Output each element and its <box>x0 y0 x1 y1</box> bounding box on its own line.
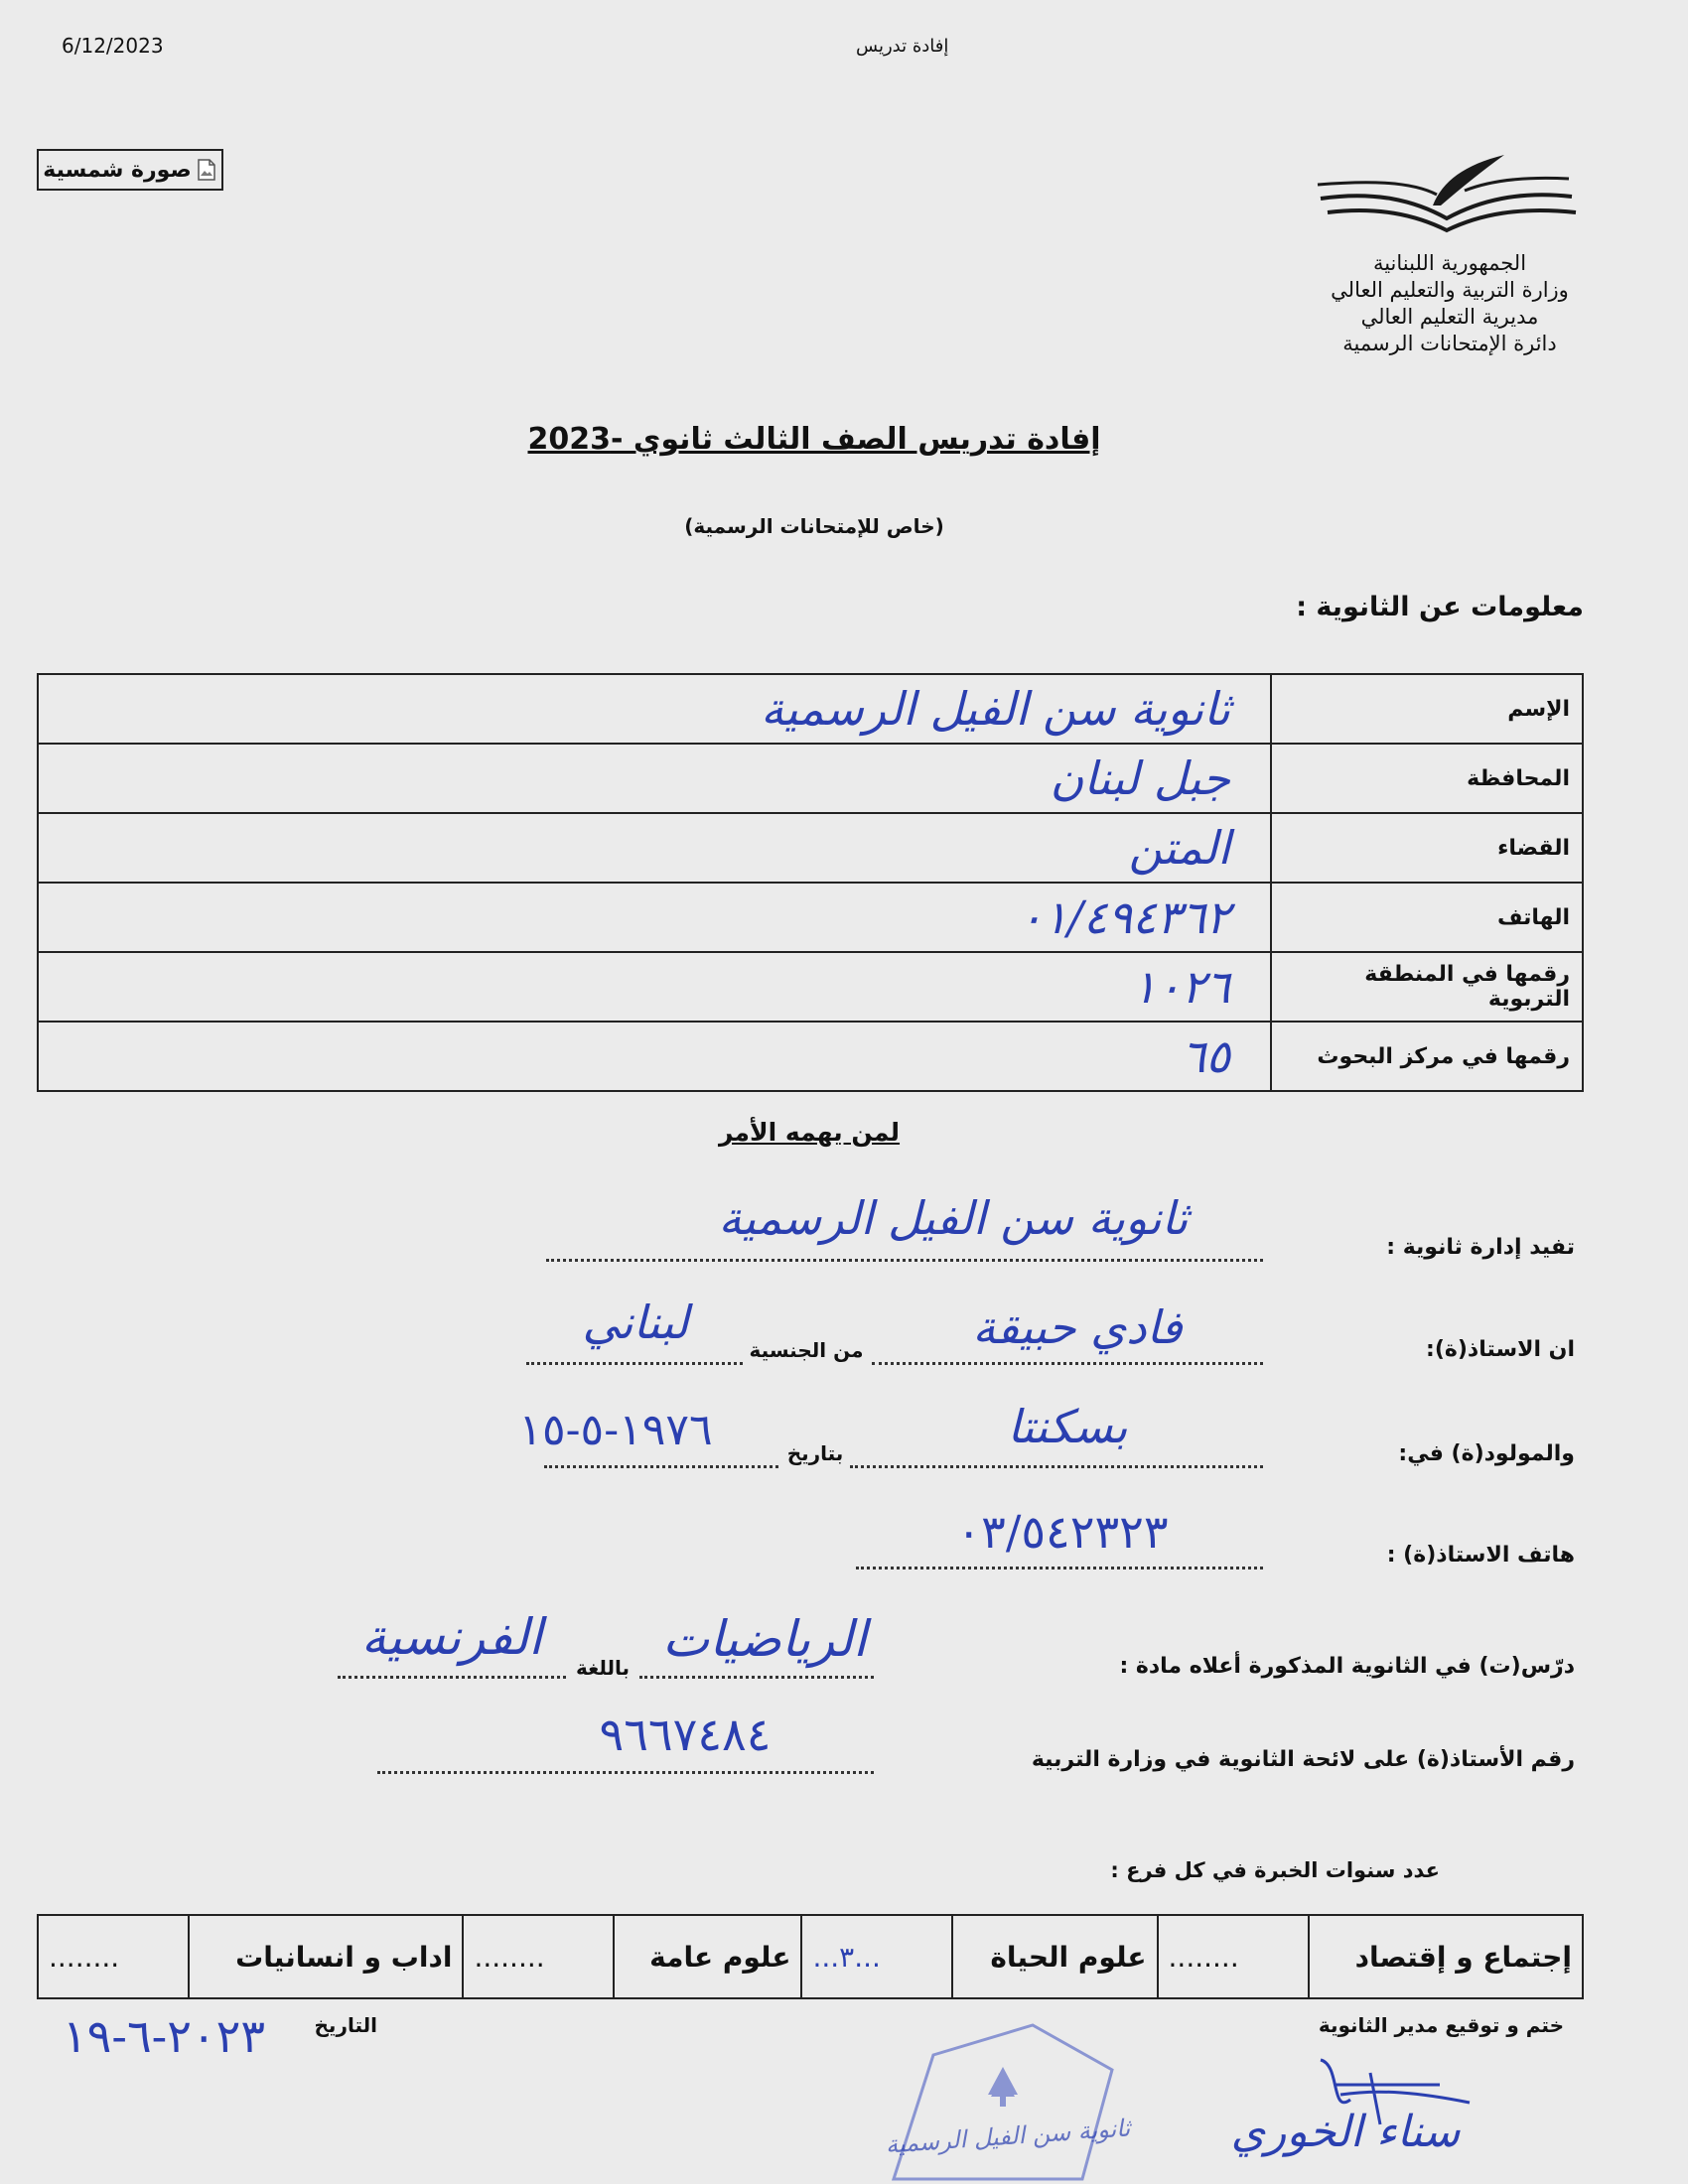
photo-label: صورة شمسية <box>43 157 192 183</box>
photo-placeholder <box>37 149 223 191</box>
table-row <box>38 744 1583 813</box>
taught-label: درّس(ت) في الثانوية المذكورة أعلاه مادة : <box>1119 1654 1575 1679</box>
table-row <box>38 674 1583 744</box>
registration-value: ٩٦٦٧٤٨٤ <box>599 1707 772 1761</box>
row-label: رقمها في المنطقة التربوية <box>1271 952 1583 1022</box>
school-stamp-icon <box>864 2015 1152 2184</box>
teacher-phone-value: ٠٣/٥٤٢٣٢٣ <box>956 1505 1169 1559</box>
section-heading: معلومات عن الثانوية : <box>1296 592 1584 622</box>
table-row <box>38 813 1583 883</box>
ministry-header <box>1291 250 1609 357</box>
ministry-line: مديرية التعليم العالي <box>1360 305 1539 329</box>
nationality-value: لبناني <box>582 1296 689 1349</box>
table-row <box>38 1915 1583 1998</box>
branch-label: علوم عامة <box>614 1915 801 1998</box>
page-header-title: إفادة تدريس <box>856 36 949 57</box>
to-whom-heading: لمن يهمه الأمر <box>718 1118 901 1147</box>
teacher-label: ان الاستاذ(ة): <box>1426 1337 1575 1362</box>
branch-years: ........ <box>38 1915 189 1998</box>
document-title: إفادة تدريس الصف الثالث ثانوي -2023 <box>527 422 1101 457</box>
branch-label: إجتماع و إقتصاد <box>1309 1915 1583 1998</box>
branch-label: اداب و انسانيات <box>189 1915 463 1998</box>
branch-years: ...٣... <box>801 1915 952 1998</box>
signature-name: سناء الخوري <box>1230 2107 1461 2157</box>
region-number-value: ١٠٢٦ <box>38 952 1271 1022</box>
broken-image-icon <box>196 158 217 182</box>
row-label: الهاتف <box>1271 883 1583 952</box>
footer-date-value: ٢٠٢٣-٦-١٩ <box>62 2009 266 2063</box>
row-label: رقمها في مركز البحوث <box>1271 1022 1583 1091</box>
row-label: المحافظة <box>1271 744 1583 813</box>
registration-label: رقم الأستاذ(ة) على لائحة الثانوية في وزارة التربية <box>1031 1747 1575 1772</box>
branch-years: ........ <box>463 1915 614 1998</box>
stamp-text: ثانوية سن الفيل الرسمية <box>884 2114 1132 2159</box>
print-date: 6/12/2023 <box>62 34 164 58</box>
table-row <box>38 1022 1583 1091</box>
birthplace-value: بسكنتا <box>1007 1400 1128 1453</box>
teacher-name-value: فادي حبيقة <box>972 1300 1183 1354</box>
school-info-table <box>37 673 1584 1092</box>
stamp-signature-label: ختم و توقيع مدير الثانوية <box>1318 2013 1564 2037</box>
born-label: والمولود(ة) في: <box>1398 1441 1575 1466</box>
row-label: القضاء <box>1271 813 1583 883</box>
governorate-value: جبل لبنان <box>38 744 1271 813</box>
ministry-line: وزارة التربية والتعليم العالي <box>1331 278 1569 302</box>
table-row <box>38 883 1583 952</box>
ministry-line: دائرة الإمتحانات الرسمية <box>1342 332 1557 355</box>
admin-value: ثانوية سن الفيل الرسمية <box>718 1191 1189 1245</box>
row-label: الإسم <box>1271 674 1583 744</box>
branch-label: علوم الحياة <box>952 1915 1157 1998</box>
experience-table <box>37 1914 1584 1999</box>
experience-heading: عدد سنوات الخبرة في كل فرع : <box>1110 1858 1440 1882</box>
footer-date-label: التاريخ <box>314 2013 377 2037</box>
admin-label: تفيد إدارة ثانوية : <box>1386 1235 1575 1260</box>
table-row <box>38 952 1583 1022</box>
branch-years: ........ <box>1158 1915 1309 1998</box>
birth-date-value: ١٩٧٦-٥-١٥ <box>518 1405 713 1455</box>
research-center-number-value: ٦٥ <box>38 1022 1271 1091</box>
language-value: الفرنسية <box>360 1608 543 1666</box>
ministry-line: الجمهورية اللبنانية <box>1372 251 1527 275</box>
document-subtitle: (خاص للإمتحانات الرسمية) <box>684 514 944 538</box>
phone-value: ٠١/٤٩٤٣٦٢ <box>38 883 1271 952</box>
nationality-label: من الجنسية <box>749 1338 864 1362</box>
date-label: بتاريخ <box>786 1441 844 1465</box>
ministry-book-logo-icon <box>1316 151 1579 235</box>
school-name-value: ثانوية سن الفيل الرسمية <box>38 674 1271 744</box>
language-label: باللغة <box>575 1656 631 1680</box>
subject-value: الرياضيات <box>662 1610 867 1668</box>
district-value: المتن <box>38 813 1271 883</box>
teacher-phone-label: هاتف الاستاذ(ة) : <box>1386 1543 1575 1568</box>
